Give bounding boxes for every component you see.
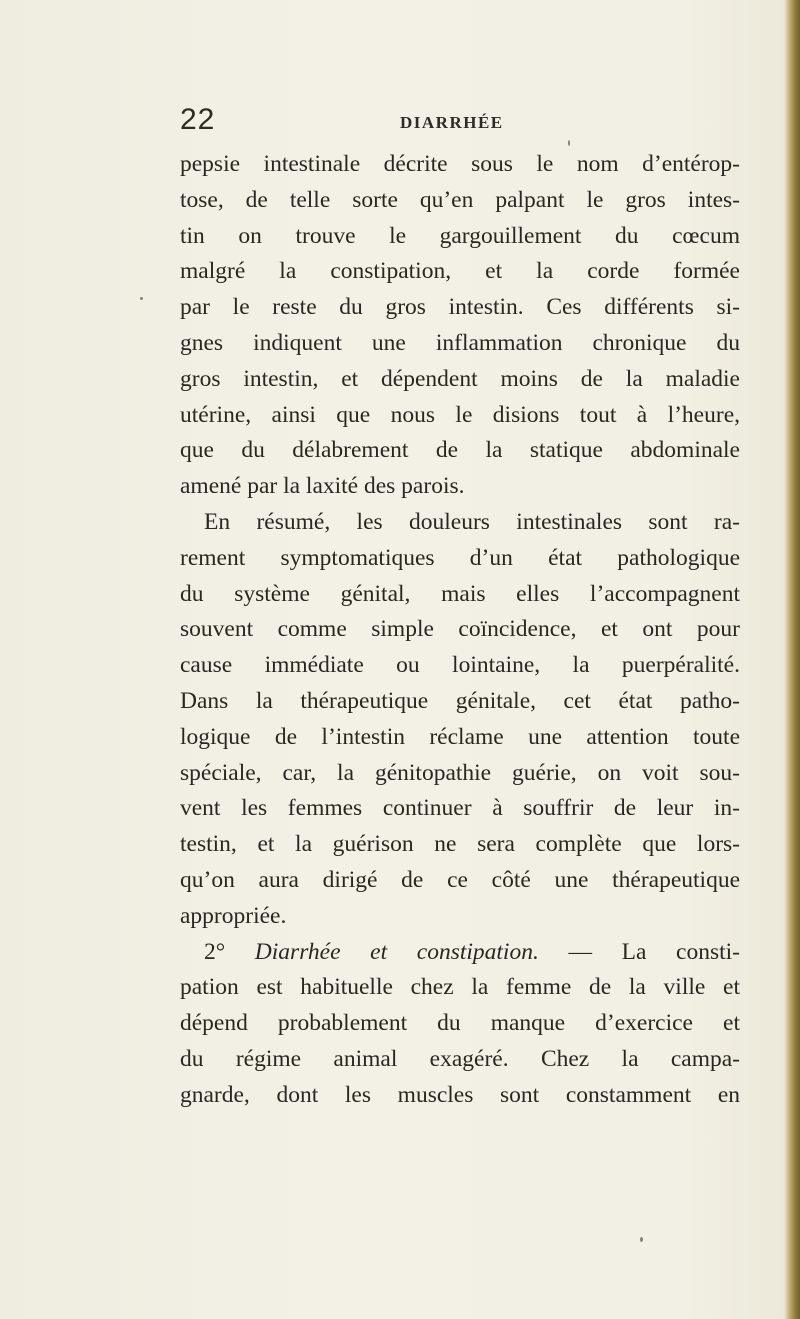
page-header xyxy=(180,100,740,140)
paragraph-last-line: amené par la laxité des parois. xyxy=(180,473,465,500)
text-line: spéciale, car, la génitopathie guérie, on voit sou- xyxy=(180,759,740,786)
paper-speck xyxy=(140,297,143,300)
text-line: du système génital, mais elles l’accompagnent xyxy=(180,580,740,607)
text-line: du régime animal exagéré. Chez la campa- xyxy=(180,1045,740,1072)
text-line: souvent comme simple coïncidence, et ont pour xyxy=(180,616,740,643)
text-line: gnes indiquent une inflammation chronique du xyxy=(180,329,740,356)
section-heading-line xyxy=(180,935,740,971)
text-line: que du délabrement de la statique abdominale xyxy=(180,437,740,464)
page-number: 22 xyxy=(180,103,216,136)
page-edge xyxy=(784,0,800,1319)
paper-speck xyxy=(568,140,570,146)
text-line: dépend probablement du manque d’exercice et xyxy=(180,1010,740,1037)
text-line: pepsie intestinale décrite sous le nom d’entérop- xyxy=(180,151,740,177)
running-head: DIARRHÉE xyxy=(400,113,504,132)
text-line: rement symptomatiques d’un état pathologique xyxy=(180,544,740,571)
text-line: testin, et la guérison ne sera complète que lors- xyxy=(180,831,740,858)
paragraph-last-line: appropriée. xyxy=(180,902,287,929)
text-line: pation est habituelle chez la femme de la ville et xyxy=(180,974,740,1001)
text-line: logique de l’intestin réclame une attention toute xyxy=(180,723,740,750)
text-line: cause immédiate ou lointaine, la puerpéralité. xyxy=(180,652,740,679)
text-line: vent les femmes continuer à souffrir de leur in- xyxy=(180,795,740,822)
section-number: 2° xyxy=(204,938,226,965)
section-title: Diarrhée et constipation. xyxy=(254,938,539,965)
text-line: qu’on aura dirigé de ce côté une thérapeutique xyxy=(180,866,740,893)
text-line: tose, de telle sorte qu’en palpant le gros intes- xyxy=(180,186,740,213)
text-line: utérine, ainsi que nous le disions tout à l’heure, xyxy=(180,401,740,428)
text-line: malgré la constipation, et la corde formée xyxy=(180,258,740,285)
text-line: par le reste du gros intestin. Ces différents si- xyxy=(180,294,740,321)
paper-speck xyxy=(640,1237,643,1242)
text-line: tin on trouve le gargouillement du cœcum xyxy=(180,222,740,249)
paragraph-first-line: En résumé, les douleurs intestinales sont ra- xyxy=(204,508,740,535)
text-line: gros intestin, et dépendent moins de la maladie xyxy=(180,365,740,392)
body-text xyxy=(180,147,740,1114)
text-line: gnarde, dont les muscles sont constamment en xyxy=(180,1081,740,1108)
text-line: Dans la thérapeutique génitale, cet état patho- xyxy=(180,687,740,714)
section-lead-text: — La consti- xyxy=(538,938,740,965)
